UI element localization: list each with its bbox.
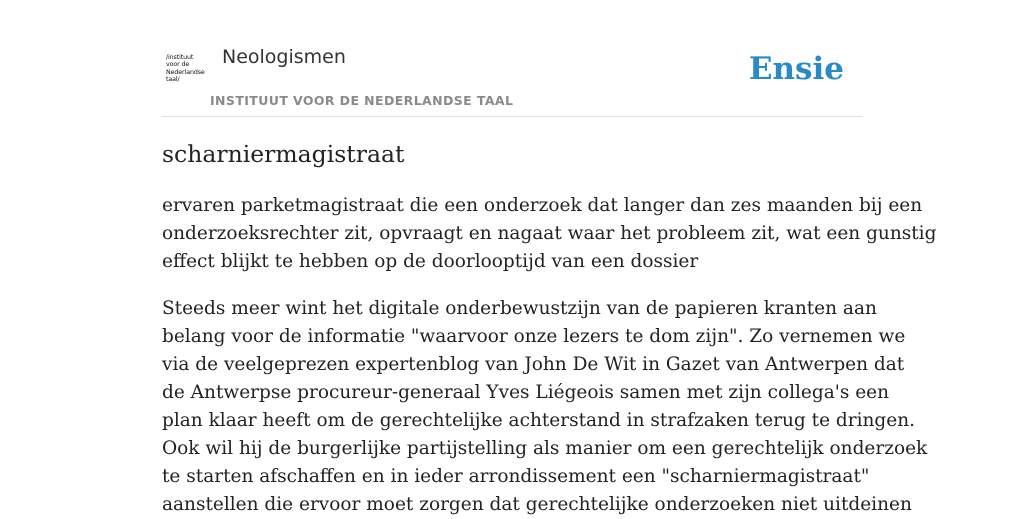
quote-line: plan klaar heeft om de gerechtelijke achterstand in strafzaken terug te dringen.: [162, 410, 915, 431]
ensie-brand-logo[interactable]: Ensie: [748, 51, 844, 87]
entry-definition: [162, 192, 937, 276]
entry-quote: [162, 295, 928, 519]
definition-line: ervaren parketmagistraat die een onderzoek dat langer dan zes maanden bij een: [162, 195, 923, 216]
logo-line: voor de: [166, 61, 190, 69]
logo-line: Nederlandse: [166, 68, 205, 76]
quote-line: Steeds meer wint het digitale onderbewustzijn van de papieren kranten aan: [162, 298, 877, 319]
quote-line: belang voor de informatie "waarvoor onze lezers te dom zijn". Zo vernemen we: [162, 326, 906, 347]
entry-word: scharniermagistraat: [162, 140, 405, 168]
quote-line: te starten afschaffen en in ieder arrondissement een "scharniermagistraat": [162, 466, 870, 487]
definition-line: effect blijkt te hebben op de doorlooptijd van een dossier: [162, 251, 699, 272]
quote-line: Ook wil hij de burgerlijke partijstelling als manier om een gerechtelijk onderzoek: [162, 438, 928, 459]
logo-line: /instituut: [166, 54, 194, 61]
institute-logo[interactable]: [166, 54, 208, 90]
site-title-link[interactable]: Neologismen: [222, 46, 346, 68]
quote-line: aanstellen die ervoor moet zorgen dat gerechtelijke onderzoeken niet uitdeinen: [162, 494, 912, 515]
definition-line: onderzoeksrechter zit, opvraagt en nagaat waar het probleem zit, wat een gunstig: [162, 223, 937, 244]
site-header: [162, 40, 862, 117]
logo-line: taal/: [166, 76, 180, 84]
site-subtitle: INSTITUUT VOOR DE NEDERLANDSE TAAL: [210, 93, 514, 108]
quote-line: de Antwerpse procureur-generaal Yves Liégeois samen met zijn collega's een: [162, 382, 890, 403]
quote-line: via de veelgeprezen expertenblog van John De Wit in Gazet van Antwerpen dat: [162, 354, 905, 375]
